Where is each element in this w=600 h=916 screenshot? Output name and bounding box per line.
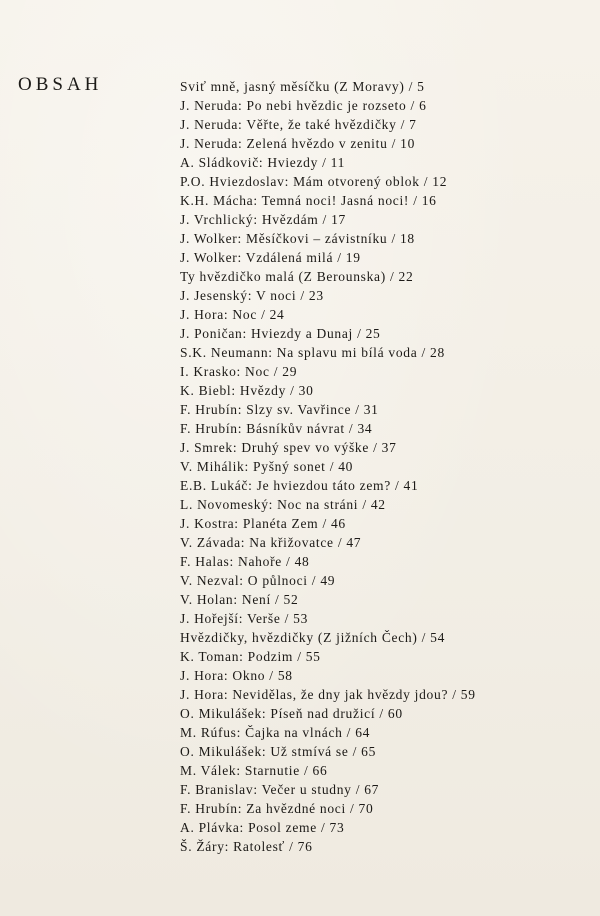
toc-entry: J. Wolker: Měsíčkovi – závistníku / 18 bbox=[180, 231, 415, 246]
toc-entry: I. Krasko: Noc / 29 bbox=[180, 364, 298, 379]
table-of-contents bbox=[180, 77, 476, 856]
toc-entry: J. Hora: Nevidělas, že dny jak hvězdy jdou? / 59 bbox=[180, 687, 476, 702]
toc-entry: J. Kostra: Planéta Zem / 46 bbox=[180, 516, 346, 531]
toc-entry: F. Hrubín: Básníkův návrat / 34 bbox=[180, 421, 373, 436]
toc-entry: F. Hrubín: Slzy sv. Vavřince / 31 bbox=[180, 402, 379, 417]
toc-entry: A. Sládkovič: Hviezdy / 11 bbox=[180, 155, 346, 170]
toc-entry: J. Hora: Okno / 58 bbox=[180, 668, 293, 683]
toc-entry: V. Holan: Není / 52 bbox=[180, 592, 299, 607]
toc-entry: J. Jesenský: V noci / 23 bbox=[180, 288, 324, 303]
toc-entry: F. Halas: Nahoře / 48 bbox=[180, 554, 310, 569]
toc-entry: M. Rúfus: Čajka na vlnách / 64 bbox=[180, 725, 371, 740]
toc-entry: K. Biebl: Hvězdy / 30 bbox=[180, 383, 314, 398]
toc-entry: O. Mikulášek: Už stmívá se / 65 bbox=[180, 744, 377, 759]
toc-entry: O. Mikulášek: Píseň nad družicí / 60 bbox=[180, 706, 403, 721]
toc-entry: J. Vrchlický: Hvězdám / 17 bbox=[180, 212, 346, 227]
page-title: OBSAH bbox=[18, 74, 103, 95]
toc-entry: J. Hora: Noc / 24 bbox=[180, 307, 285, 322]
toc-entry: M. Válek: Starnutie / 66 bbox=[180, 763, 328, 778]
toc-entry: J. Poničan: Hviezdy a Dunaj / 25 bbox=[180, 326, 381, 341]
toc-entry: Hvězdičky, hvězdičky (Z jižních Čech) / 54 bbox=[180, 630, 446, 645]
toc-entry: P.O. Hviezdoslav: Mám otvorený oblok / 12 bbox=[180, 174, 448, 189]
toc-entry: Ty hvězdičko malá (Z Berounska) / 22 bbox=[180, 269, 414, 284]
toc-entry: V. Závada: Na křižovatce / 47 bbox=[180, 535, 362, 550]
toc-entry: V. Nezval: O půlnoci / 49 bbox=[180, 573, 336, 588]
toc-entry: J. Hořejší: Verše / 53 bbox=[180, 611, 309, 626]
toc-entry: K. Toman: Podzim / 55 bbox=[180, 649, 321, 664]
toc-entry: F. Branislav: Večer u studny / 67 bbox=[180, 782, 380, 797]
toc-entry: V. Mihálik: Pyšný sonet / 40 bbox=[180, 459, 354, 474]
toc-entry: A. Plávka: Posol zeme / 73 bbox=[180, 820, 345, 835]
toc-entry: J. Neruda: Věřte, že také hvězdičky / 7 bbox=[180, 117, 417, 132]
toc-entry: J. Neruda: Po nebi hvězdic je rozseto / 6 bbox=[180, 98, 427, 113]
toc-entry: Š. Žáry: Ratolesť / 76 bbox=[180, 839, 313, 854]
toc-entry: F. Hrubín: Za hvězdné noci / 70 bbox=[180, 801, 374, 816]
toc-entry: J. Smrek: Druhý spev vo výške / 37 bbox=[180, 440, 397, 455]
toc-entry: Sviť mně, jasný měsíčku (Z Moravy) / 5 bbox=[180, 79, 425, 94]
toc-entry: L. Novomeský: Noc na stráni / 42 bbox=[180, 497, 386, 512]
toc-entry: E.B. Lukáč: Je hviezdou táto zem? / 41 bbox=[180, 478, 419, 493]
toc-entry: J. Neruda: Zelená hvězdo v zenitu / 10 bbox=[180, 136, 416, 151]
toc-entry: J. Wolker: Vzdálená milá / 19 bbox=[180, 250, 361, 265]
toc-entry: S.K. Neumann: Na splavu mi bílá voda / 28 bbox=[180, 345, 445, 360]
toc-entry: K.H. Mácha: Temná noci! Jasná noci! / 16 bbox=[180, 193, 437, 208]
